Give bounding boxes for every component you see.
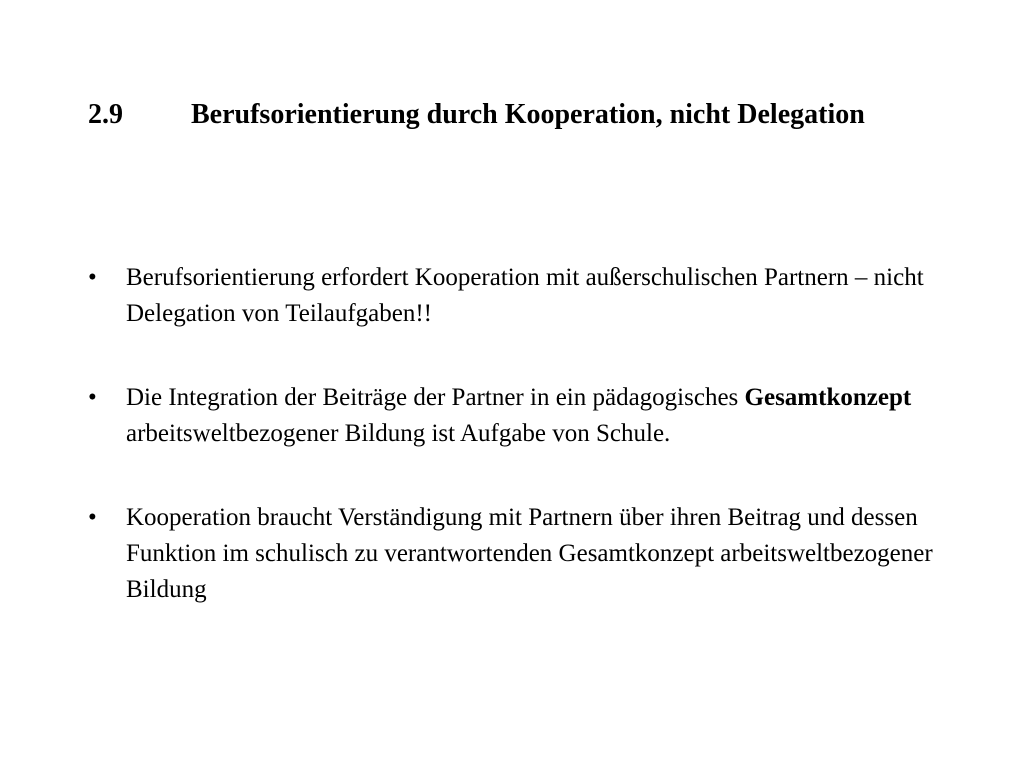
bullet-icon: •	[88, 384, 97, 411]
bullet-text-bold: Gesamtkonzept	[744, 384, 912, 411]
bullet-item	[88, 260, 948, 332]
title-text: Berufsorientierung durch Kooperation, nicht Delegation	[191, 99, 865, 130]
bullet-text-part: Die Integration der Beiträge der Partner in ein pädagogisches	[126, 384, 745, 411]
bullet-item	[88, 380, 948, 452]
bullet-icon: •	[88, 504, 97, 531]
bullet-text	[126, 384, 911, 447]
section-number: 2.9	[88, 99, 123, 130]
bullet-item	[88, 500, 948, 608]
bullet-text: Kooperation braucht Verständigung mit Partnern über ihren Beitrag und dessen Funktion im schulisch zu verantwortenden Gesamtkonzept arbeitsweltbezogener Bildung	[126, 504, 933, 603]
bullet-text-part: arbeitsweltbezogener Bildung ist Aufgabe von Schule.	[126, 420, 671, 447]
bullet-icon: •	[88, 264, 97, 291]
slide-title	[88, 96, 988, 134]
bullet-list	[88, 260, 948, 656]
bullet-text: Berufsorientierung erfordert Kooperation mit außerschulischen Partnern – nicht Delegation von Teilaufgaben!!	[126, 264, 924, 327]
